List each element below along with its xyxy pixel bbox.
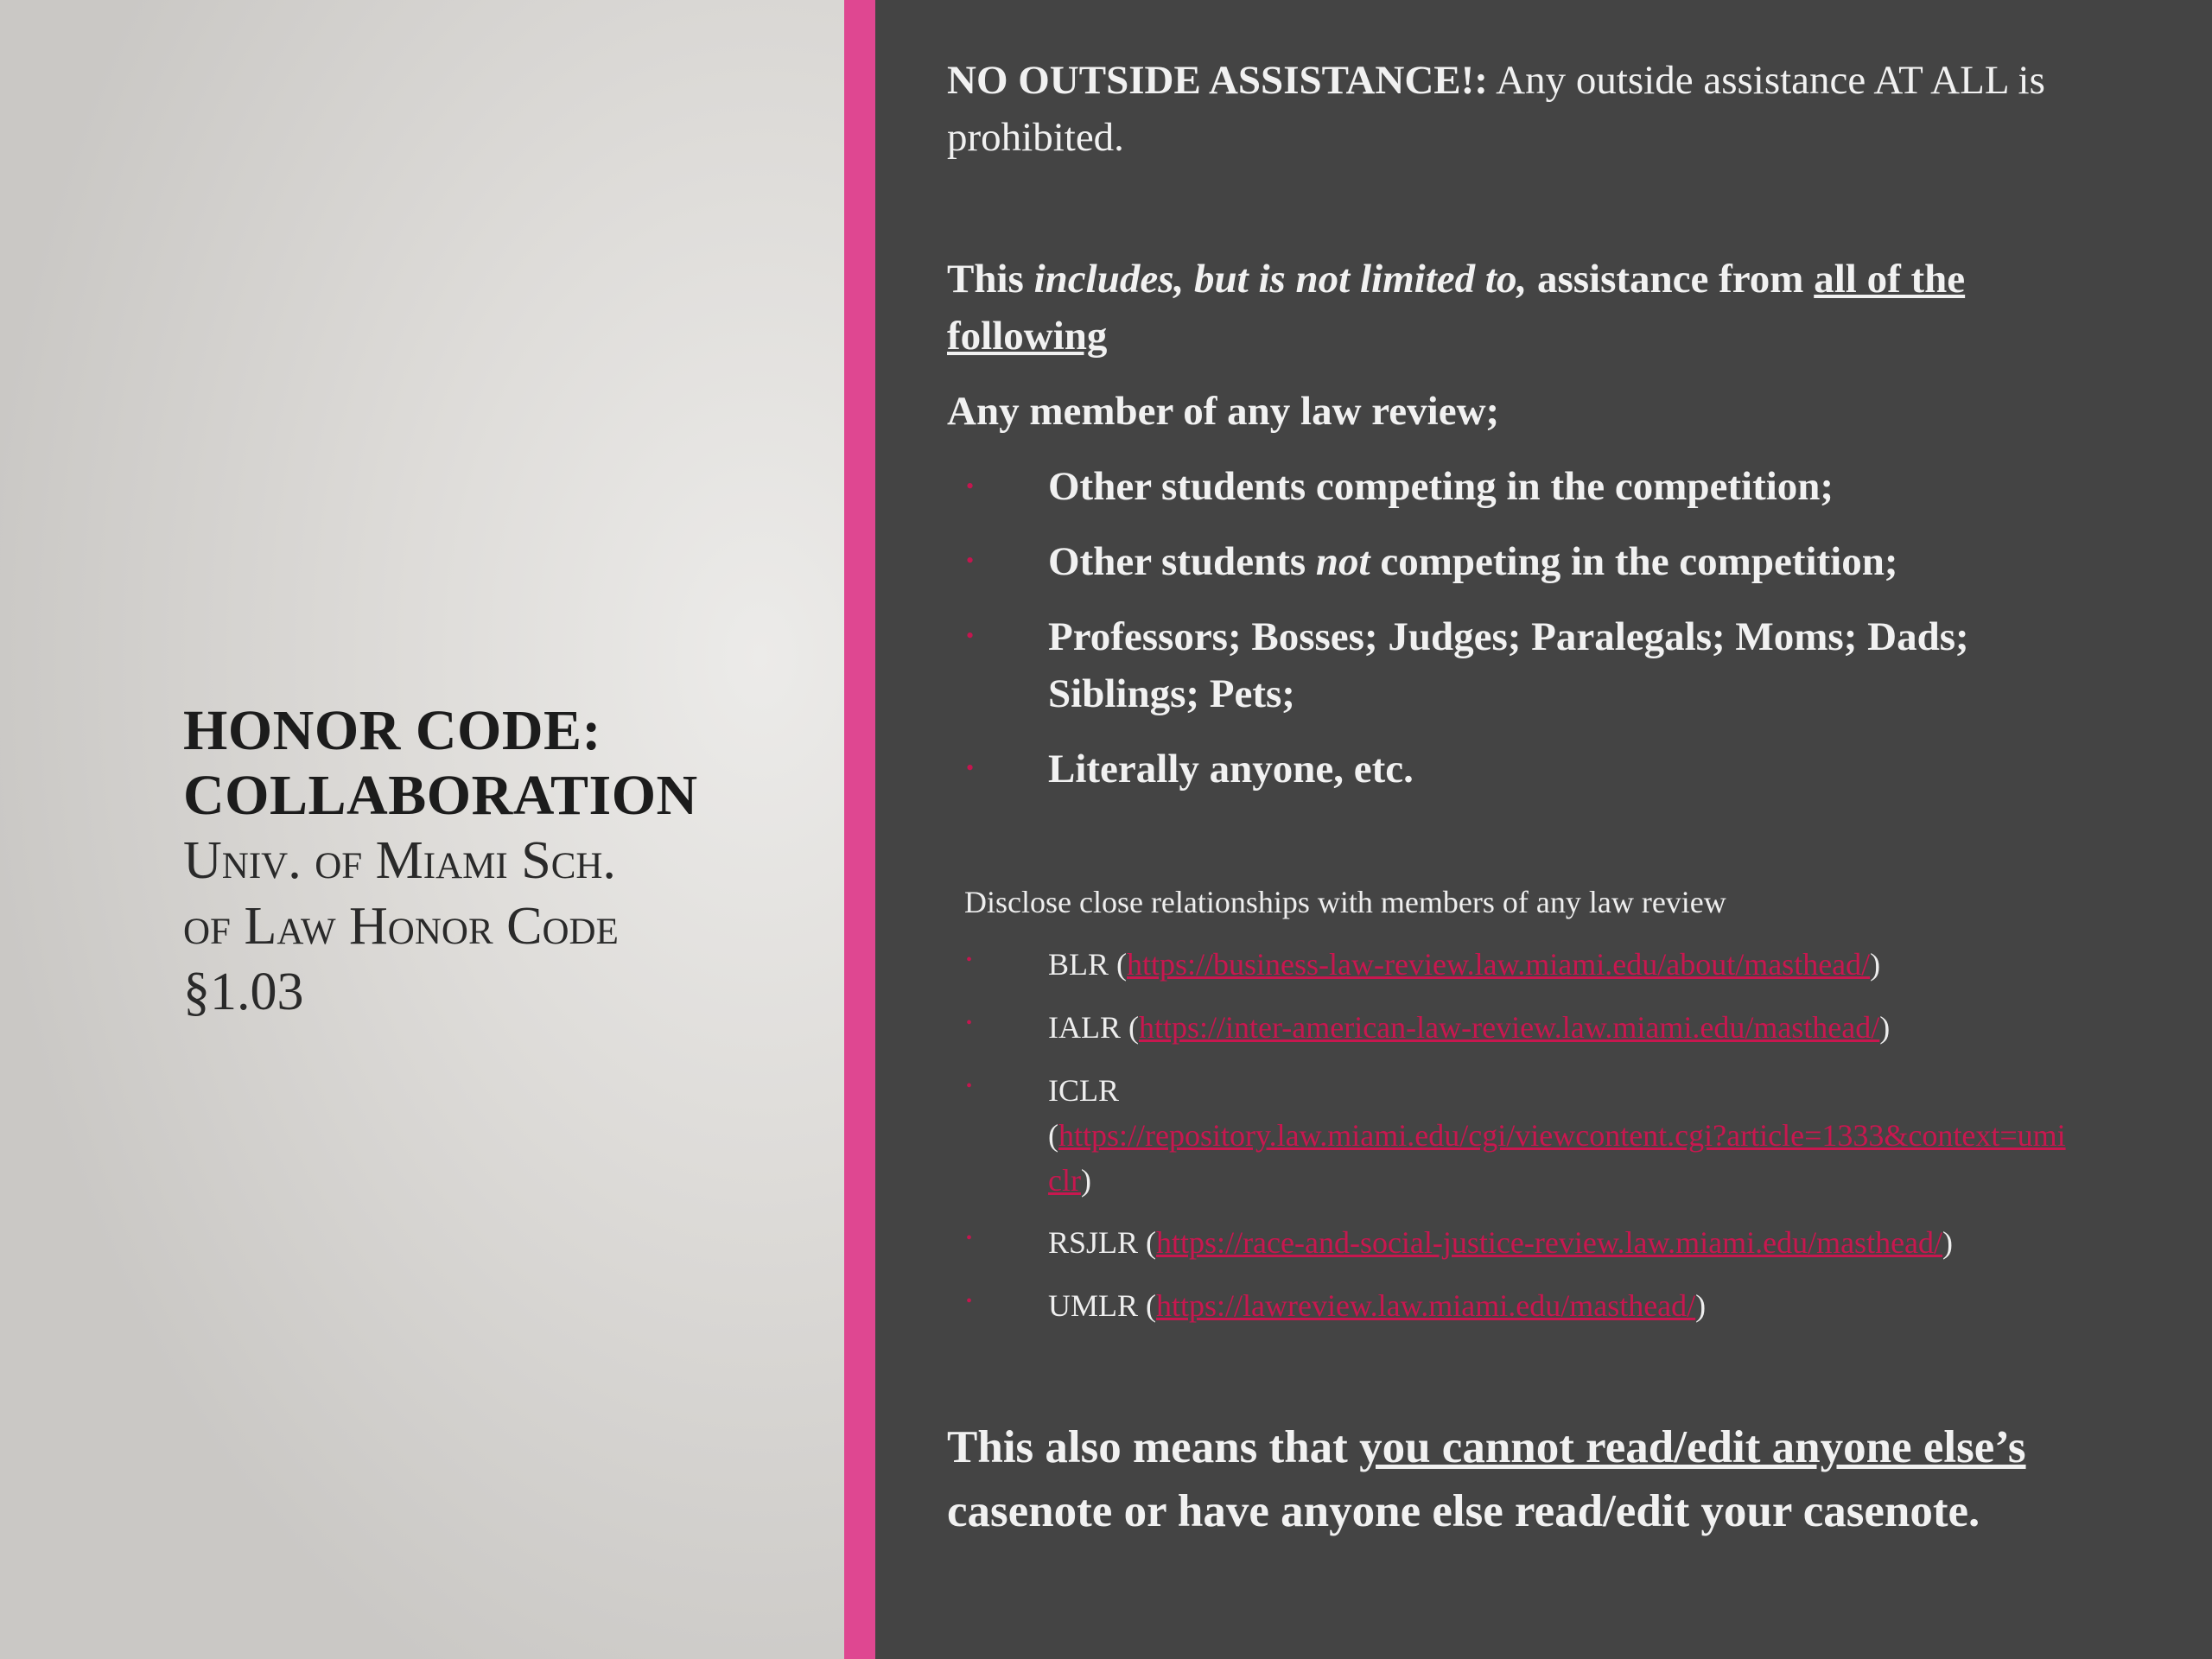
review-iclr-name: ICLR: [1048, 1073, 1120, 1108]
review-iclr-close: ): [1080, 1163, 1091, 1198]
review-umlr-close: ): [1695, 1288, 1707, 1323]
review-blr-name: BLR (: [1048, 947, 1128, 982]
final-text-a: This also means that: [947, 1422, 1360, 1472]
review-umlr-name: UMLR (: [1048, 1288, 1156, 1323]
intro-text-2: prohibited.: [947, 115, 1124, 160]
includes-line-2: following: [947, 314, 1108, 359]
intro-heading: NO OUTSIDE ASSISTANCE!:: [947, 58, 1488, 103]
final-line-2: casenote or have anyone else read/edit your casenote.: [947, 1486, 1980, 1536]
review-ialr-close: ): [1879, 1010, 1891, 1045]
bullet-2-text-c: competing in the competition;: [1370, 539, 1898, 584]
review-dot-4: •: [966, 1229, 973, 1248]
includes-part-1: This: [947, 257, 1034, 302]
accent-bar: [844, 0, 875, 1659]
includes-line-1: [947, 251, 1965, 308]
review-iclr-open: (: [1048, 1118, 1058, 1153]
intro-line-1: [947, 52, 2045, 109]
bullet-students-competing: Other students competing in the competition;: [1048, 464, 1834, 509]
any-member-line: Any member of any law review;: [947, 389, 1500, 434]
bullet-dot-4: •: [966, 755, 975, 780]
title-line-1: HONOR CODE:: [183, 699, 601, 762]
review-blr-close: ): [1870, 947, 1881, 982]
review-iclr-link[interactable]: https://repository.law.miami.edu/cgi/viewcontent.cgi?article=1333&context=umi: [1058, 1118, 2066, 1153]
bullet-dot-1: •: [966, 474, 975, 499]
review-dot-5: •: [966, 1292, 973, 1311]
bullet-professors-line-1: Professors; Bosses; Judges; Paralegals; Moms; Dads;: [1048, 614, 1969, 659]
intro-text-1: Any outside assistance AT ALL is: [1487, 58, 2045, 103]
review-item-iclr-url-end: [1048, 1158, 1091, 1203]
bullet-2-italic: not: [1315, 539, 1370, 584]
subtitle-line-1: Univ. of Miami Sch.: [183, 831, 616, 890]
title-line-2: COLLABORATION: [183, 764, 698, 827]
review-dot-3: •: [966, 1077, 973, 1096]
review-item-rsjlr: [1048, 1220, 1953, 1265]
bullet-professors-line-2: Siblings; Pets;: [1048, 671, 1295, 716]
final-line-1: [947, 1415, 2026, 1479]
final-underline: you cannot read/edit anyone else’s: [1359, 1422, 2026, 1472]
bullet-anyone: Literally anyone, etc.: [1048, 747, 1414, 791]
subtitle-line-3: §1.03: [183, 963, 304, 1021]
includes-italic: includes, but is not limited to,: [1033, 257, 1528, 302]
review-blr-link[interactable]: https://business-law-review.law.miami.edu/about/masthead/: [1127, 947, 1871, 982]
review-rsjlr-name: RSJLR (: [1048, 1225, 1157, 1260]
includes-underline: all of the: [1814, 257, 1966, 302]
review-item-umlr: [1048, 1283, 1706, 1328]
review-dot-1: •: [966, 950, 973, 969]
review-rsjlr-close: ): [1942, 1225, 1954, 1260]
review-rsjlr-link[interactable]: https://race-and-social-justice-review.law.miami.edu/masthead/: [1156, 1225, 1943, 1260]
review-umlr-link[interactable]: https://lawreview.law.miami.edu/masthead/: [1156, 1288, 1696, 1323]
review-item-iclr-url: [1048, 1113, 2066, 1158]
review-item-ialr: [1048, 1005, 1890, 1050]
review-item-blr: [1048, 942, 1880, 987]
content-panel: [875, 0, 2212, 1659]
review-ialr-link[interactable]: https://inter-american-law-review.law.miami.edu/masthead/: [1138, 1010, 1880, 1045]
disclose-line: Disclose close relationships with members of any law review: [964, 885, 1726, 919]
bullet-dot-3: •: [966, 623, 975, 648]
slide-title: [183, 698, 805, 1025]
bullet-students-not-competing: [1048, 533, 1898, 590]
review-iclr-link-end[interactable]: clr: [1048, 1163, 1081, 1198]
review-dot-2: •: [966, 1014, 973, 1033]
includes-part-3: assistance from: [1527, 257, 1815, 302]
bullet-dot-2: •: [966, 548, 975, 573]
subtitle-line-2: of Law Honor Code: [183, 897, 619, 956]
review-ialr-name: IALR (: [1048, 1010, 1139, 1045]
bullet-2-text-a: Other students: [1048, 539, 1316, 584]
